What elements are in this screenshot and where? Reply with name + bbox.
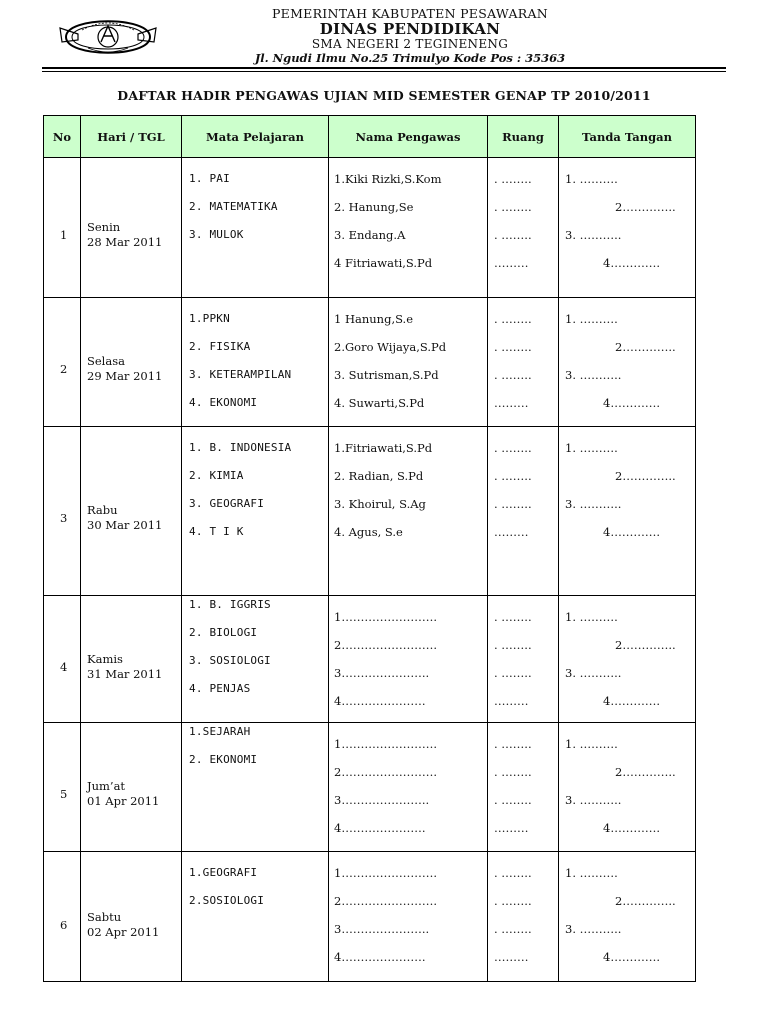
day-name: Jum’at: [87, 779, 126, 793]
signature-cell: [559, 427, 696, 596]
room-cell: [488, 427, 559, 596]
exam-date: 30 Mar 2011: [87, 518, 163, 532]
signature-cell: [559, 158, 696, 298]
exam-date: 28 Mar 2011: [87, 235, 163, 249]
day-name: Rabu: [87, 503, 118, 517]
room-cell: [488, 158, 559, 298]
signature-blank: 1. ……….: [565, 610, 618, 624]
subject-item: 2. MATEMATIKA: [189, 200, 278, 213]
subject-item: 4. T I K: [189, 525, 244, 538]
proctors-cell: [329, 723, 488, 852]
proctor-item: 2…………………….: [334, 638, 437, 652]
proctors-cell: [329, 298, 488, 427]
signature-cell: [559, 723, 696, 852]
row-number-cell: [44, 158, 81, 298]
tut-wuri-handayani-logo: [58, 8, 158, 66]
header-government: PEMERINTAH KABUPATEN PESAWARAN: [271, 6, 549, 21]
signature-blank: 1. ……….: [565, 312, 618, 326]
proctor-item: 2…………………….: [334, 894, 437, 908]
header-address: Jl. Ngudi Ilmu No.25 Trimulyo Kode Pos : 35363: [254, 51, 566, 65]
room-blank: . ……..: [494, 666, 532, 680]
row-number: 4: [60, 660, 68, 674]
row-number-cell: [44, 427, 81, 596]
subject-item: 2. BIOLOGI: [189, 626, 258, 639]
header-department: DINAS PENDIDIKAN: [319, 20, 501, 38]
signature-cell: [559, 596, 696, 723]
subject-item: 1.SEJARAH: [189, 725, 251, 738]
proctors-cell: [329, 427, 488, 596]
subjects-cell: [182, 427, 329, 596]
signature-cell: [559, 298, 696, 427]
room-blank: . ……..: [494, 765, 532, 779]
column-header-day-date: Hari / TGL: [81, 116, 182, 158]
proctor-item: 3. Sutrisman,S.Pd: [334, 368, 439, 382]
signature-blank: 3. ………..: [565, 922, 622, 936]
proctor-item: 2. Radian, S.Pd: [334, 469, 424, 483]
row-number: 6: [60, 918, 68, 932]
table-row: [44, 158, 696, 298]
table-row: [44, 427, 696, 596]
room-blank: . ……..: [494, 922, 532, 936]
signature-blank: 4………….: [603, 396, 660, 410]
subject-item: 1.GEOGRAFI: [189, 866, 258, 879]
room-cell: [488, 723, 559, 852]
day-name: Senin: [87, 220, 121, 234]
day-date-cell: [81, 158, 182, 298]
signature-blank: 1. ……….: [565, 866, 618, 880]
day-name: Kamis: [87, 652, 123, 666]
table-row: [44, 596, 696, 723]
table-header-row: [44, 116, 696, 158]
subject-item: 3. MULOK: [189, 228, 244, 241]
signature-blank: 1. ……….: [565, 172, 618, 186]
proctor-item: 3…………………..: [334, 793, 430, 807]
table-row: [44, 723, 696, 852]
subject-item: 2.SOSIOLOGI: [189, 894, 265, 907]
subjects-cell: [182, 852, 329, 982]
signature-blank: 4………….: [603, 821, 660, 835]
row-number-cell: [44, 723, 81, 852]
day-date-cell: [81, 852, 182, 982]
signature-blank: 4………….: [603, 525, 660, 539]
subject-item: 1.PPKN: [189, 312, 230, 325]
column-header-subject: Mata Pelajaran: [182, 116, 329, 158]
signature-blank: 3. ………..: [565, 497, 622, 511]
signature-blank: 3. ………..: [565, 228, 622, 242]
column-header-proctor: Nama Pengawas: [329, 116, 488, 158]
subject-item: 3. KETERAMPILAN: [189, 368, 292, 381]
signature-blank: 4………….: [603, 950, 660, 964]
signature-blank: 1. ……….: [565, 737, 618, 751]
row-number: 3: [60, 511, 68, 525]
room-blank: . ……..: [494, 228, 532, 242]
header-school: SMA NEGERI 2 TEGINENENG: [311, 37, 509, 51]
room-blank: . ……..: [494, 793, 532, 807]
column-header-signature: Tanda Tangan: [559, 116, 696, 158]
room-cell: [488, 596, 559, 723]
proctors-cell: [329, 852, 488, 982]
day-date-cell: [81, 596, 182, 723]
subjects-cell: [182, 298, 329, 427]
day-date-cell: [81, 723, 182, 852]
row-number: 2: [60, 362, 68, 376]
proctor-item: 3. Khoirul, S.Ag: [334, 497, 426, 511]
room-blank: . ……..: [494, 200, 532, 214]
subjects-cell: [182, 158, 329, 298]
room-blank: . ……..: [494, 441, 532, 455]
subjects-cell: [182, 596, 329, 723]
signature-blank: 2…………..: [615, 638, 676, 652]
room-cell: [488, 852, 559, 982]
subjects-cell: [182, 723, 329, 852]
proctor-item: 4………………….: [334, 694, 426, 708]
proctors-cell: [329, 158, 488, 298]
room-blank: ………: [494, 821, 529, 835]
proctor-item: 3…………………..: [334, 666, 430, 680]
row-number: 1: [60, 228, 68, 242]
signature-blank: 3. ………..: [565, 666, 622, 680]
subject-item: 4. EKONOMI: [189, 396, 258, 409]
day-name: Selasa: [87, 354, 125, 368]
signature-cell: [559, 852, 696, 982]
room-blank: ………: [494, 525, 529, 539]
room-blank: ………: [494, 950, 529, 964]
subject-item: 2. FISIKA: [189, 340, 251, 353]
room-blank: . ……..: [494, 737, 532, 751]
exam-date: 29 Mar 2011: [87, 369, 163, 383]
subject-item: 2. EKONOMI: [189, 753, 258, 766]
row-number: 5: [60, 787, 68, 801]
attendance-table: [43, 115, 696, 982]
exam-date: 31 Mar 2011: [87, 667, 163, 681]
signature-blank: 2…………..: [615, 765, 676, 779]
room-blank: . ……..: [494, 312, 532, 326]
row-number-cell: [44, 852, 81, 982]
subject-item: 1. PAI: [189, 172, 230, 185]
table-row: [44, 852, 696, 982]
exam-date: 01 Apr 2011: [87, 794, 160, 808]
proctor-item: 4. Agus, S.e: [334, 525, 403, 539]
proctor-item: 2. Hanung,Se: [334, 200, 414, 214]
room-blank: . ……..: [494, 172, 532, 186]
column-header-no: No: [44, 116, 81, 158]
signature-blank: 2…………..: [615, 894, 676, 908]
proctor-item: 4………………….: [334, 821, 426, 835]
room-cell: [488, 298, 559, 427]
room-blank: . ……..: [494, 866, 532, 880]
row-number-cell: [44, 596, 81, 723]
subject-item: 1. B. IGGRIS: [189, 598, 271, 611]
signature-blank: 3. ………..: [565, 368, 622, 382]
proctor-item: 3. Endang.A: [334, 228, 406, 242]
signature-blank: 1. ……….: [565, 441, 618, 455]
room-blank: . ……..: [494, 340, 532, 354]
signature-blank: 4………….: [603, 256, 660, 270]
proctor-item: 2…………………….: [334, 765, 437, 779]
subject-item: 3. SOSIOLOGI: [189, 654, 271, 667]
header-rule-thick: [42, 67, 726, 69]
proctor-item: 1…………………….: [334, 866, 437, 880]
proctor-item: 1 Hanung,S.e: [334, 312, 414, 326]
signature-blank: 4………….: [603, 694, 660, 708]
subject-item: 4. PENJAS: [189, 682, 251, 695]
signature-blank: 2…………..: [615, 340, 676, 354]
room-blank: ………: [494, 396, 529, 410]
signature-blank: 2…………..: [615, 200, 676, 214]
room-blank: ………: [494, 256, 529, 270]
signature-blank: 2…………..: [615, 469, 676, 483]
proctor-item: 1…………………….: [334, 737, 437, 751]
document-title: DAFTAR HADIR PENGAWAS UJIAN MID SEMESTER GENAP TP 2010/2011: [117, 88, 651, 103]
day-name: Sabtu: [87, 910, 122, 924]
room-blank: . ……..: [494, 368, 532, 382]
proctor-item: 1.Kiki Rizki,S.Kom: [334, 172, 442, 186]
table-row: [44, 298, 696, 427]
proctor-item: 3…………………..: [334, 922, 430, 936]
room-blank: . ……..: [494, 610, 532, 624]
proctor-item: 4. Suwarti,S.Pd: [334, 396, 425, 410]
room-blank: . ……..: [494, 469, 532, 483]
subject-item: 3. GEOGRAFI: [189, 497, 265, 510]
signature-blank: 3. ………..: [565, 793, 622, 807]
proctor-item: 4 Fitriawati,S.Pd: [334, 256, 433, 270]
room-blank: . ……..: [494, 638, 532, 652]
room-blank: . ……..: [494, 497, 532, 511]
proctor-item: 1.Fitriawati,S.Pd: [334, 441, 433, 455]
column-header-room: Ruang: [488, 116, 559, 158]
proctor-item: 4………………….: [334, 950, 426, 964]
room-blank: ………: [494, 694, 529, 708]
header-rule-thin: [42, 71, 726, 72]
proctor-item: 1…………………….: [334, 610, 437, 624]
row-number-cell: [44, 298, 81, 427]
subject-item: 2. KIMIA: [189, 469, 244, 482]
subject-item: 1. B. INDONESIA: [189, 441, 292, 454]
proctor-item: 2.Goro Wijaya,S.Pd: [334, 340, 447, 354]
exam-date: 02 Apr 2011: [87, 925, 160, 939]
day-date-cell: [81, 427, 182, 596]
room-blank: . ……..: [494, 894, 532, 908]
proctors-cell: [329, 596, 488, 723]
day-date-cell: [81, 298, 182, 427]
